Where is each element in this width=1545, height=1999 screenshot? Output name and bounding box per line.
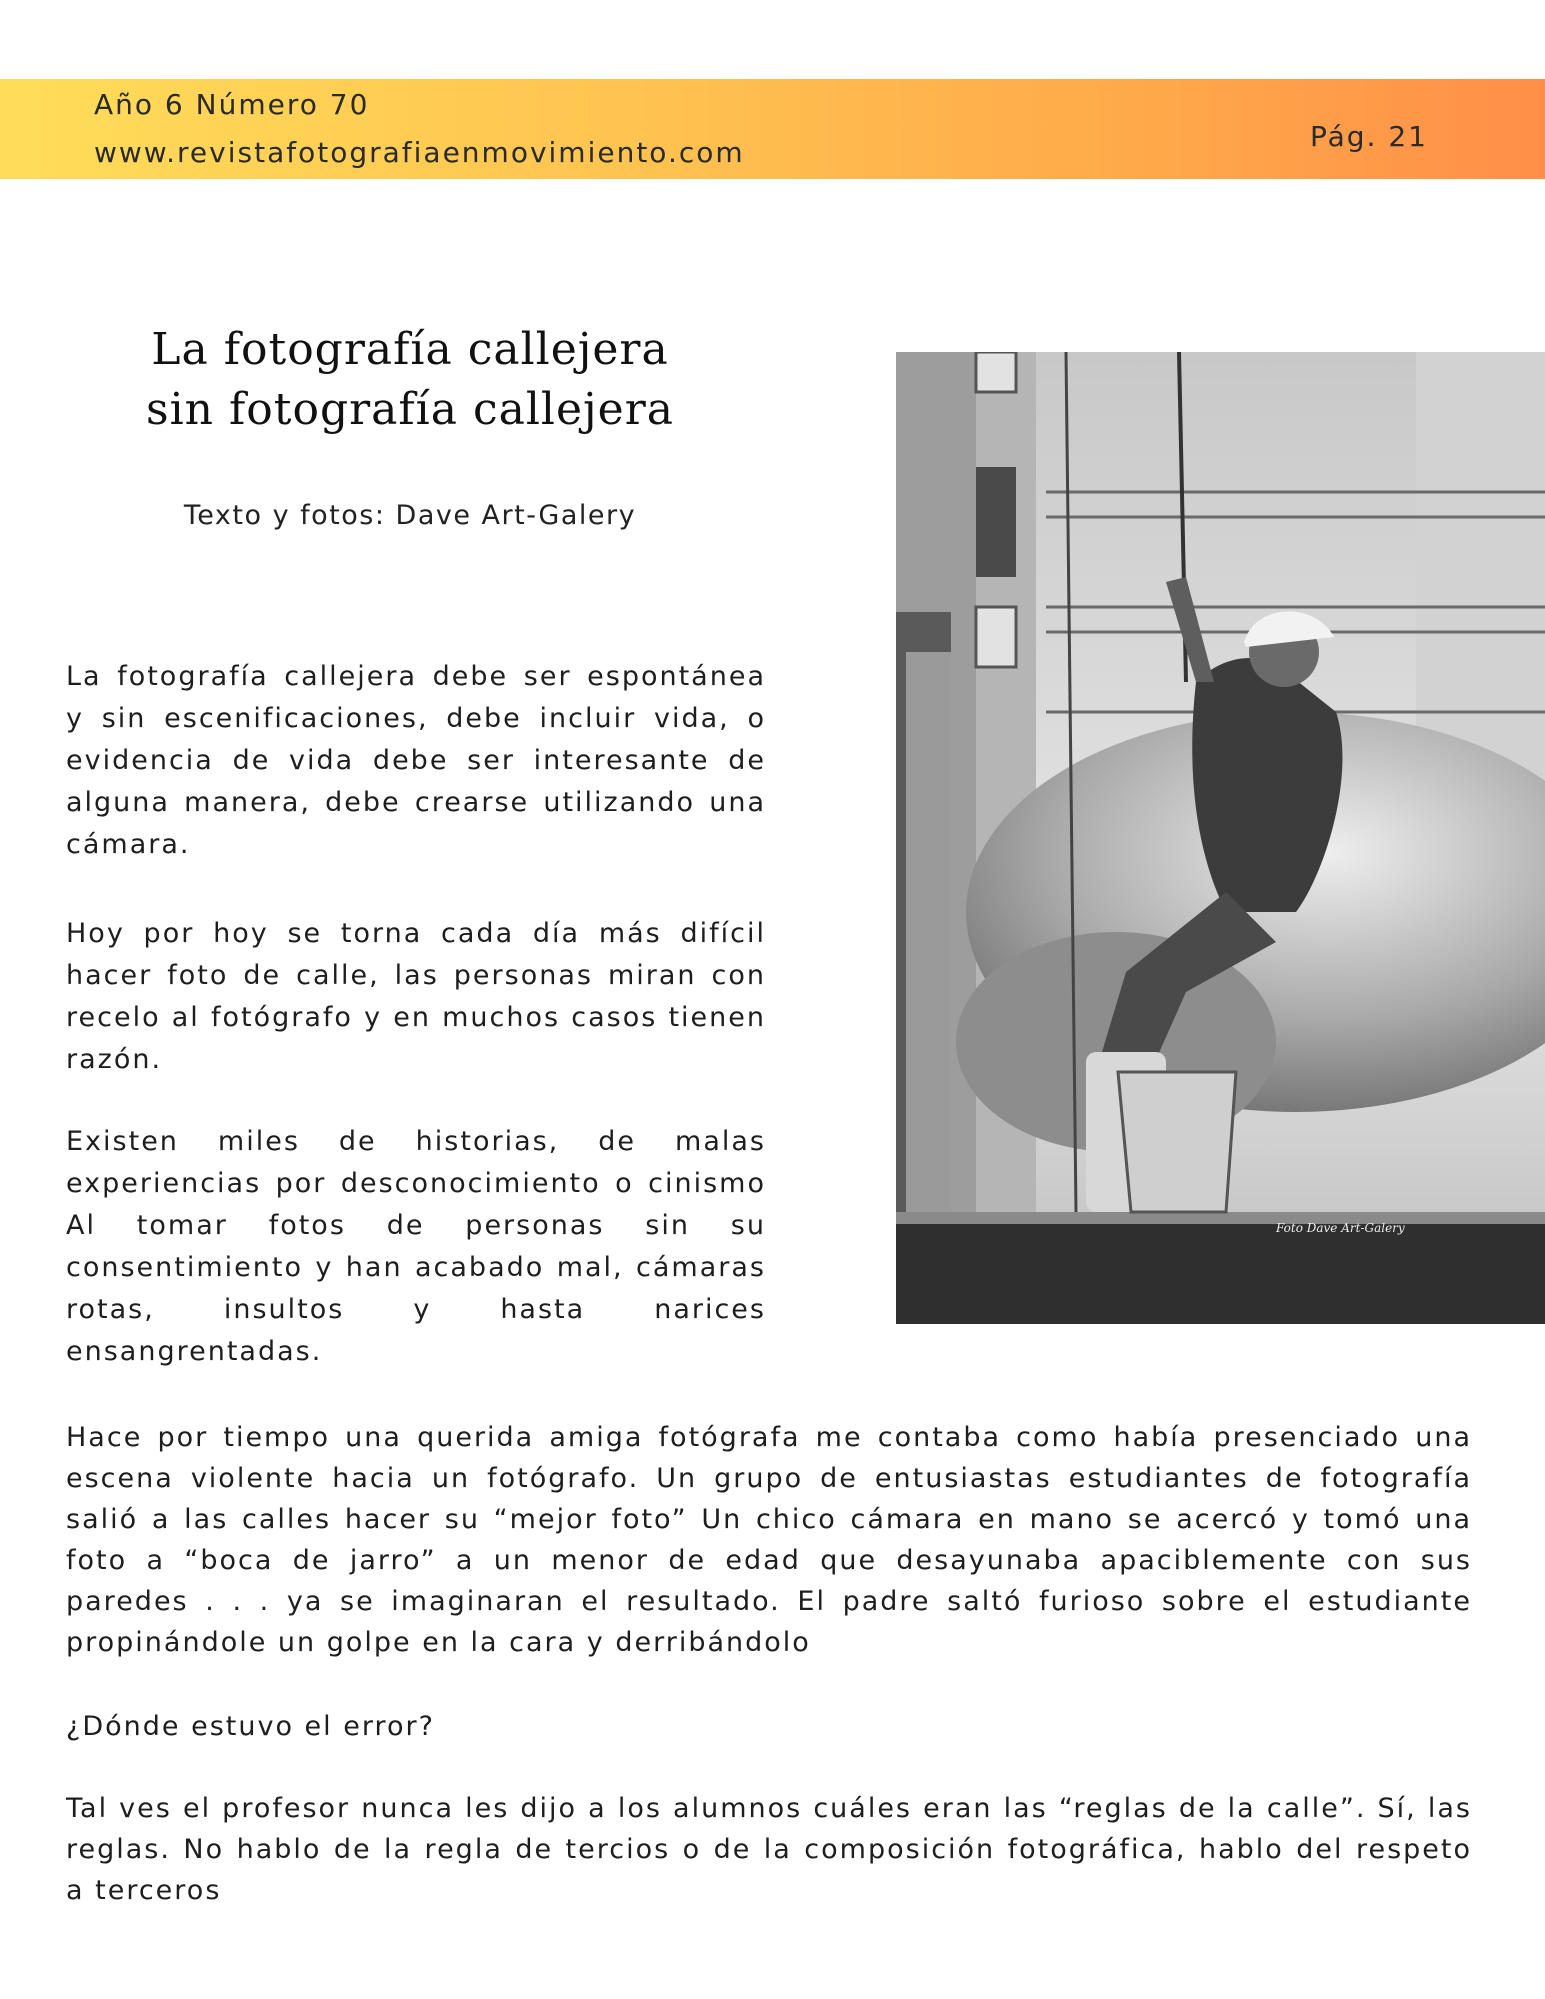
article-photo bbox=[896, 352, 1545, 1324]
window-washer-photo bbox=[896, 352, 1545, 1324]
paragraph-4: Hace por tiempo una querida amiga fotógrafa me contaba como había presenciado una escena violente hacia un fotógrafo. Un grupo de entusiastas estudiantes de fotografía salió a las calles hacer su “mejor foto” Un chico cámara en mano se acercó y tomó una foto a “boca de jarro” a un menor de edad que desayunaba apaciblemente con sus paredes . . . ya se imaginaran el resultado. El padre saltó furioso sobre el estudiante propinándole un golpe en la cara y derribándolo bbox=[66, 1422, 1472, 1658]
photo-watermark: Foto Dave Art-Galery bbox=[1276, 1221, 1405, 1235]
paragraph-2: Hoy por hoy se torna cada día más difícil hacer foto de calle, las personas miran con recelo al fotógrafo y en muchos casos tienen razón. bbox=[66, 918, 766, 1075]
magazine-url[interactable]: www.revistafotografiaenmovimiento.com bbox=[94, 136, 745, 169]
issue-number: Año 6 Número 70 bbox=[94, 88, 370, 121]
article-title bbox=[70, 320, 750, 440]
page-number: Pág. 21 bbox=[1310, 120, 1428, 153]
byline: Texto y fotos: Dave Art-Galery bbox=[183, 500, 637, 531]
paragraph-6: Tal ves el profesor nunca les dijo a los alumnos cuáles eran las “reglas de la calle”. Sí, las reglas. No hablo de la regla de tercios o de la composición fotográfica, hablo del respeto a terceros bbox=[66, 1793, 1472, 1906]
title-line-1: La fotografía callejera bbox=[151, 324, 669, 375]
title-line-2: sin fotografía callejera bbox=[146, 384, 674, 435]
paragraph-5: ¿Dónde estuvo el error? bbox=[66, 1711, 435, 1742]
paragraph-3: Existen miles de historias, de malas experiencias por desconocimiento o cinismo Al tomar fotos de personas sin su consentimiento y han acabado mal, cámaras rotas, insultos y hasta narices ensangrentadas. bbox=[66, 1126, 766, 1367]
paragraph-1: La fotografía callejera debe ser espontánea y sin escenificaciones, debe incluir vida, o evidencia de vida debe ser interesante de alguna manera, debe crearse utilizando una cámara. bbox=[66, 661, 766, 860]
